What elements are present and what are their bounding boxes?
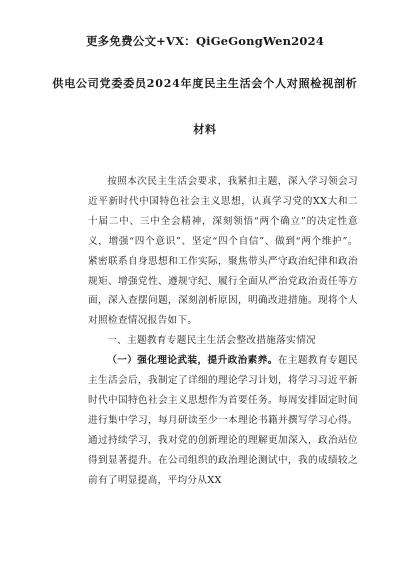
subsection-heading: （一）强化理论武装，提升政治素养。 <box>107 355 278 367</box>
watermark-header: 更多免费公文+VX：QiGeGongWen2024 <box>85 34 325 48</box>
intro-paragraph: 按照本次民主生活会要求，我紧扣主题，深入学习领会习近平新时代中国特色社会主义思想，认真学习党的XX大和二十届二中、三中全会精神，深刻领悟“两个确立”的决定性意义，增强“四个意识”、坚定“四个自信”、做到“两个维护”。紧密联系自身思想和工作实际，聚焦带头严守政治纪律和政治规矩、增强党性、遵规守纪、履行全面从严治党政治责任等方面，深入查摆问题，深刻剖析原因，明确改进措施。现将个人对照检查情况报告如下。 <box>88 176 358 327</box>
subsection-paragraph <box>88 351 358 490</box>
subsection-text: 在主题教育专题民主生活会后，我制定了详细的理论学习计划，将学习习近平新时代中国特色社会主义思想作为首要任务。每周安排固定时间进行集中学习，每月研读至少一本理论书籍并撰写学习心得。通过持续学习，我对党的创新理论的理解更加深入，政治站位得到显著提升。在公司组织的政治理论测试中，我的成绩较之前有了明显提高，平均分从XX <box>88 355 358 486</box>
document-body <box>88 172 358 491</box>
document-title-continued: 材料 <box>193 123 217 136</box>
document-title: 供电公司党委委员2024年度民主生活会个人对照检视剖析 <box>52 77 358 90</box>
section-heading: 一、主题教育专题民主生活会整改措施落实情况 <box>107 335 317 347</box>
